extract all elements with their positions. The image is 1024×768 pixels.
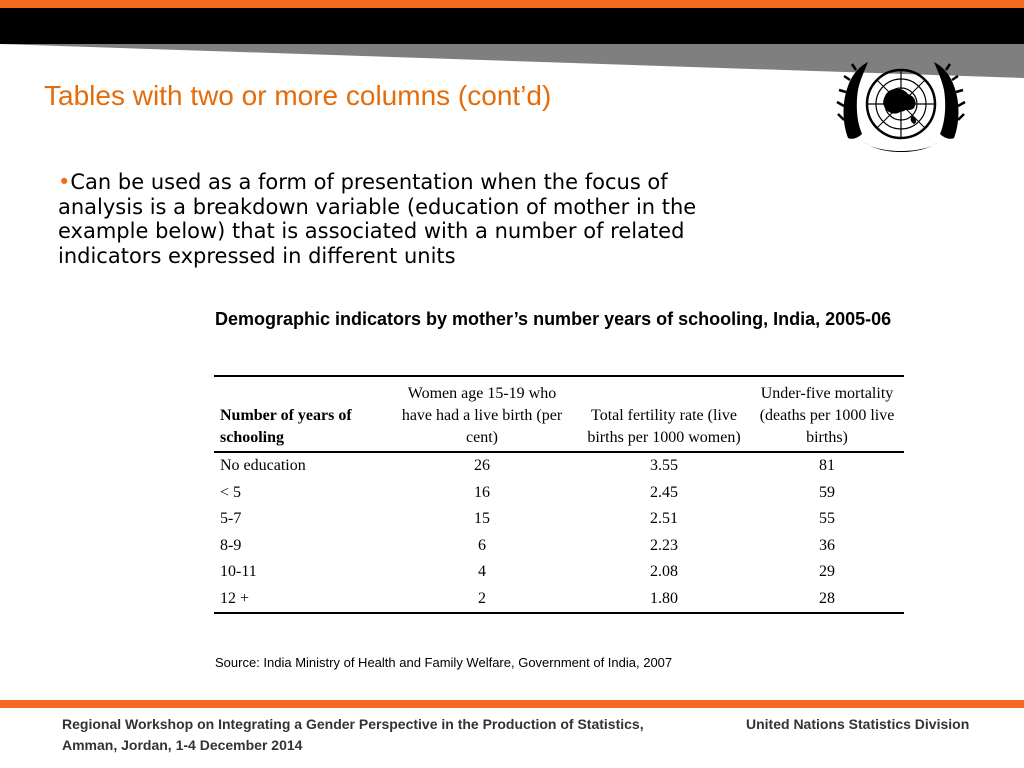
row-label: 8-9 xyxy=(220,536,242,554)
indicators-table xyxy=(214,375,904,614)
cell-under-five-mortality: 28 xyxy=(819,589,835,607)
cell-teen-births: 15 xyxy=(474,510,490,527)
row-label: < 5 xyxy=(220,483,242,501)
cell-fertility-rate: 2.51 xyxy=(650,510,678,527)
bottom-accent-bar xyxy=(0,700,1024,708)
header-fertility-rate: Total fertility rate (live births per 1000 women) xyxy=(587,407,741,446)
source-note: Source: India Ministry of Health and Family Welfare, Government of India, 2007 xyxy=(215,655,673,670)
header-teen-births: Women age 15-19 who have had a live birth (per cent) xyxy=(401,385,563,446)
cell-fertility-rate: 2.08 xyxy=(650,563,678,580)
bullet-point xyxy=(58,170,718,268)
table-row xyxy=(214,586,904,614)
cell-fertility-rate: 2.23 xyxy=(650,536,678,554)
table-row xyxy=(214,533,904,560)
cell-under-five-mortality: 81 xyxy=(819,457,835,474)
bullet-dot: • xyxy=(58,170,71,194)
cell-under-five-mortality: 59 xyxy=(819,483,835,501)
cell-teen-births: 6 xyxy=(478,536,486,554)
top-accent-bar xyxy=(0,0,1024,8)
footer-organization: United Nations Statistics Division xyxy=(746,716,970,732)
header-schooling: Number of years of schooling xyxy=(220,407,352,446)
cell-under-five-mortality: 29 xyxy=(819,563,835,580)
cell-teen-births: 4 xyxy=(478,563,486,580)
cell-under-five-mortality: 55 xyxy=(819,510,835,527)
row-label: 5-7 xyxy=(220,510,242,527)
footer-event: Regional Workshop on Integrating a Gender Perspective in the Production of Statistics, Amman, Jordan, 1-4 December 2014 xyxy=(62,716,644,753)
row-label: 12 + xyxy=(220,589,250,607)
cell-teen-births: 26 xyxy=(474,457,490,474)
row-label: No education xyxy=(220,457,306,474)
table-row xyxy=(214,559,904,586)
table-header-row xyxy=(214,376,904,452)
row-label: 10-11 xyxy=(220,563,257,580)
top-black-band xyxy=(0,8,1024,44)
table-caption: Demographic indicators by mother’s number years of schooling, India, 2005-06 xyxy=(215,309,892,329)
cell-under-five-mortality: 36 xyxy=(819,536,835,554)
table-row xyxy=(214,452,904,480)
slide-title: Tables with two or more columns (cont’d) xyxy=(44,80,552,111)
cell-teen-births: 16 xyxy=(474,483,490,501)
cell-fertility-rate: 2.45 xyxy=(650,483,678,501)
table-row xyxy=(214,480,904,507)
cell-fertility-rate: 3.55 xyxy=(650,457,678,474)
bullet-text: Can be used as a form of presentation when the focus of analysis is a breakdown variable (education of mother in the example below) that is associated with a number of related indicators expressed in different units xyxy=(58,170,697,268)
cell-fertility-rate: 1.80 xyxy=(650,589,678,607)
table-row xyxy=(214,506,904,533)
header-under-five-mortality: Under-five mortality (deaths per 1000 live births) xyxy=(759,385,895,446)
un-emblem-icon xyxy=(834,50,968,162)
cell-teen-births: 2 xyxy=(478,589,486,607)
